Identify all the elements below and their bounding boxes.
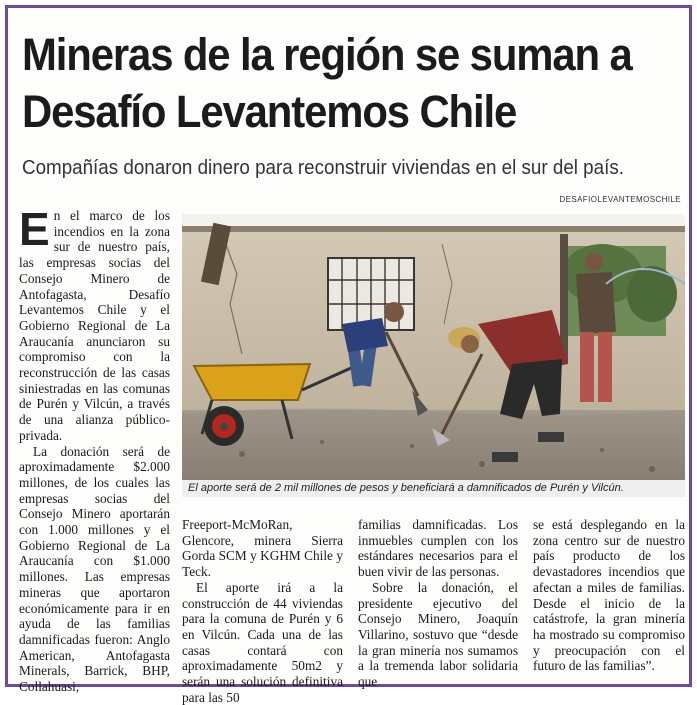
paragraph-statement: Sobre la donación, el presidente ejecutivo del Consejo Minero, Joaquín Villarino, sostuvo que “desde la gran minería nos sumamos a la tremenda labor solidaria que	[358, 579, 518, 690]
paragraph-construction: El aporte irá a la construcción de 44 viviendas para la comuna de Purén y 6 en Vilcún. Cada una de las casas contará con aproximadamente 50m2 y serán una solución definitiva para las 50	[182, 579, 343, 705]
article-column-2	[182, 517, 343, 705]
headline: Mineras de la región se suman a Desafío Levantemos Chile	[22, 29, 632, 137]
paragraph-quote-end: se está desplegando en la zona centro sur de nuestro país producto de los devastadores incendios que afectan a miles de familias. Desde el inicio de la catástrofe, la gran minería ha mostrado su compromiso y preocupación con el futuro de las familias”.	[533, 517, 685, 674]
photo-caption: El aporte será de 2 mil millones de pesos y beneficiará a damnificados de Purén y Vilcún.	[182, 480, 685, 497]
article-column-1	[19, 203, 170, 695]
photo-credit: DESAFIOLEVANTEMOSCHILE	[559, 195, 681, 204]
paragraph-companies: Freeport-McMoRan, Glencore, minera Sierra Gorda SCM y KGHM Chile y Teck.	[182, 517, 343, 580]
subheadline: Compañías donaron dinero para reconstruir viviendas en el sur del país.	[22, 157, 624, 179]
drop-cap: E	[19, 203, 50, 255]
paragraph-families: familias damnificadas. Los inmuebles cumplen con los estándares necesarios para el buen vivir de las personas.	[358, 517, 518, 580]
reconstruction-photo-illustration	[182, 214, 685, 480]
paragraph-intro	[19, 203, 170, 444]
article-column-4	[533, 517, 685, 674]
paragraph-intro-text: n el marco de los incendios en la zona sur de nuestro país, las empresas socias del Consejo Minero de Antofagasta, Desafío Levantemos Chile y el Gobierno Regional de La Araucanía anunciaron su compromiso con la reconstrucción de las casas siniestradas en las comunas de Purén y Vilcún, a través de una alianza público-privada.	[19, 208, 170, 443]
article-column-3	[358, 517, 518, 690]
article-photo	[182, 214, 685, 480]
paragraph-donation: La donación será de aproximadamente $2.000 millones, de los cuales las empresas socias del Consejo Minero aportarán con 1.000 millones y el Gobierno Regional de La Araucanía con $1.000 millones. Las empresas mineras que aportaron económicamente para ir en ayuda de las familias damnificadas fueron: Anglo American, Antofagasta Minerals, Barrick, BHP, Collahuasi,	[19, 443, 170, 695]
article-frame	[5, 5, 692, 705]
